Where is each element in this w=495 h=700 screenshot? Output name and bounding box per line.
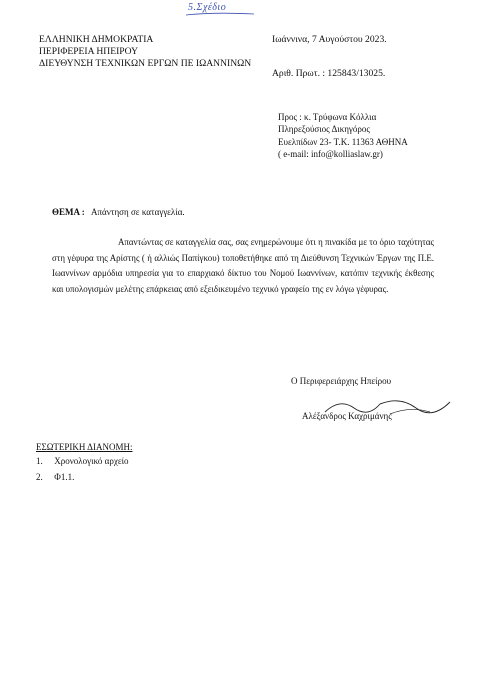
subject-text: Απάντηση σε καταγγελία. [91, 207, 185, 217]
subject-label: ΘΕΜΑ : [52, 207, 85, 217]
draft-stamp [188, 2, 226, 13]
authority-line-2: ΠΕΡΙΦΕΡΕΙΑ ΗΠΕΙΡΟΥ [39, 46, 139, 58]
distribution-block [36, 441, 132, 483]
draft-stamp-text: 5.Σχέδιο [188, 2, 227, 13]
subject-line [52, 206, 185, 218]
list-item-number: 1. [36, 456, 43, 467]
list-item-text: Χρονολογικό αρχείο [54, 456, 129, 467]
protocol-number: Αριθ. Πρωτ. : 125843/13025. [272, 68, 386, 79]
body-paragraph: Απαντώντας σε καταγγελία σας, σας ενημερώνουμε ότι η πινακίδα με το όριο ταχύτητας στη γέφυρα της Αρίστης ( ή αλλιώς Παπίγκου) τοποθετήθηκε από τη Διεύθυνση Τεχνικών Έργων της Π.Ε. Ιωαννίνων αρμόδια υπηρεσία για το επαρχιακό δίκτυο του Νομού Ιωαννίνων, κατόπιν τεχνικής έκθεσης και υπολογισμών μελέτης επάρκειας από εξειδικευμένο τεχνικό γραφείο της εν λόγω γέφυρας. [52, 237, 434, 294]
recipient-block [278, 111, 408, 161]
signature-title: Ο Περιφερειάρχης Ηπείρου [291, 376, 392, 386]
recipient-line-4: ( e-mail: info@kolliaslaw.gr) [278, 149, 383, 160]
list-item [36, 455, 132, 467]
draft-stamp-underline [184, 4, 258, 18]
list-item [36, 471, 132, 483]
signature-name: Αλέξανδρος Καχριμάνης [302, 411, 392, 421]
recipient-line-1: Προς : κ. Τρύφωνα Κόλλια [278, 112, 377, 122]
recipient-line-3: Ευελπίδων 23- Τ.Κ. 11363 ΑΘΗΝΑ [278, 136, 408, 147]
authority-header [39, 34, 251, 71]
authority-line-3: ΔΙΕΥΘΥΝΣΗ ΤΕΧΝΙΚΩΝ ΕΡΓΩΝ ΠΕ ΙΩΑΝΝΙΝΩΝ [39, 58, 252, 70]
list-item-number: 2. [36, 471, 43, 482]
recipient-line-2: Πληρεξούσιος Δικηγόρος [278, 124, 370, 135]
place-date: Ιωάννινα, 7 Αυγούστου 2023. [272, 34, 387, 45]
authority-line-1: ΕΛΛΗΝΙΚΗ ΔΗΜΟΚΡΑΤΙΑ [39, 34, 154, 45]
distribution-heading: ΕΣΩΤΕΡΙΚΗ ΔΙΑΝΟΜΗ: [36, 442, 133, 452]
list-item-text: Φ1.1. [54, 471, 75, 482]
handwritten-signature [320, 394, 470, 420]
